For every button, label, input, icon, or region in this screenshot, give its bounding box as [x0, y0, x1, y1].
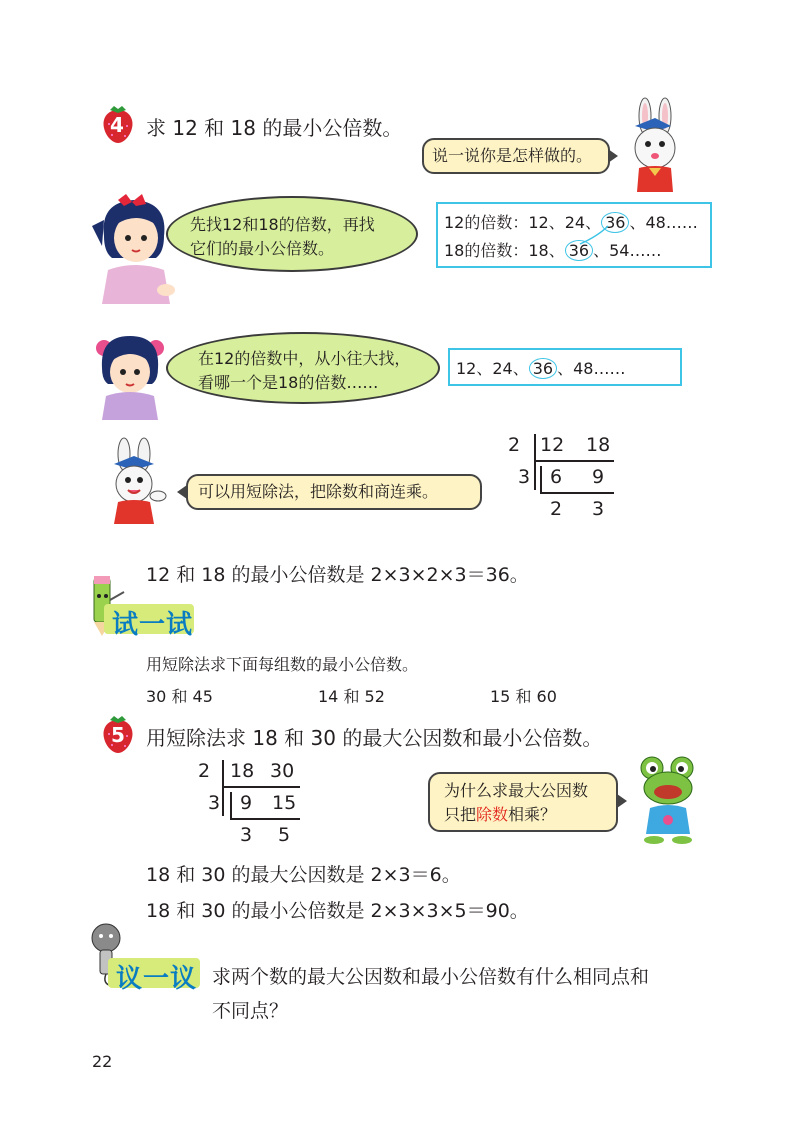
try-it-banner: 试一试	[112, 610, 194, 640]
division-value: 15	[272, 792, 297, 814]
connector-curve	[568, 224, 628, 246]
division-bracket-vertical	[534, 434, 536, 490]
example4-title: 求 12 和 18 的最小公倍数。	[146, 116, 403, 140]
bubble-tail	[608, 149, 618, 163]
frog-speech-line2	[444, 802, 556, 828]
division-bracket-horizontal	[230, 818, 300, 820]
girl1-speech-line1: 先找12和18的倍数，再找	[190, 215, 375, 234]
girl2-speech-line2: 看哪一个是18的倍数……	[198, 373, 379, 392]
division-bracket-vertical	[230, 792, 232, 818]
list-box	[448, 348, 682, 386]
rabbit-speech-text: 说一说你是怎样做的。	[432, 146, 593, 165]
division-quotient: 2	[550, 498, 563, 520]
division-quotient: 5	[278, 824, 291, 846]
frog-speech-bubble	[428, 772, 618, 832]
example5-result-gcd: 18 和 30 的最大公因数是 2×3＝6。	[146, 864, 461, 886]
division-bracket-vertical	[222, 760, 224, 816]
multiples-box	[436, 202, 712, 268]
multiples-of-12-prefix: 12的倍数：12、24、	[444, 213, 602, 232]
division-value: 18	[586, 434, 611, 456]
list-suffix: 、48……	[557, 359, 626, 378]
multiples-of-18-suffix: 、54……	[593, 241, 662, 260]
division-value: 6	[550, 466, 563, 488]
discuss-question-line2: 不同点？	[212, 1000, 289, 1022]
bubble-tail	[617, 794, 627, 808]
try-it-instruction: 用短除法求下面每组数的最小公倍数。	[146, 655, 419, 674]
example5-result-lcm: 18 和 30 的最小公倍数是 2×3×3×5＝90。	[146, 900, 529, 922]
rabbit2-speech-bubble	[186, 474, 482, 510]
multiples-of-18-line	[444, 238, 661, 261]
short-division-12-18	[500, 432, 620, 524]
division-divisor-1: 2	[198, 760, 211, 782]
division-bracket-horizontal	[222, 786, 300, 788]
list-prefix: 12、24、	[456, 359, 529, 378]
girl1-speech-line2: 它们的最小公倍数。	[190, 239, 335, 258]
rabbit-teacher-illustration	[615, 96, 695, 194]
frog-mascot-illustration	[636, 754, 702, 846]
try-it-item-2: 14 和 52	[318, 687, 385, 706]
example4-strawberry-icon	[100, 104, 136, 144]
page-number: 22	[92, 1052, 113, 1071]
division-bracket-horizontal	[540, 492, 614, 494]
rabbit2-speech-text: 可以用短除法，把除数和商连乘。	[198, 482, 439, 501]
discuss-banner: 议一议	[116, 964, 198, 994]
example4-result: 12 和 18 的最小公倍数是 2×3×2×3＝36。	[146, 564, 529, 586]
multiples-of-18-prefix: 18的倍数：18、	[444, 241, 565, 260]
frog-speech-line1: 为什么求最大公因数	[444, 781, 589, 800]
bubble-tail	[177, 485, 187, 499]
division-quotient: 3	[240, 824, 253, 846]
example5-title: 用短除法求 18 和 30 的最大公因数和最小公倍数。	[146, 726, 603, 750]
girl1-speech-bubble	[166, 196, 418, 272]
division-divisor-1: 2	[508, 434, 521, 456]
girl2-speech-bubble	[166, 332, 440, 404]
division-quotient: 3	[592, 498, 605, 520]
multiples-of-12-suffix: 、48……	[629, 213, 698, 232]
girl2-speech-line1: 在12的倍数中，从小往大找，	[198, 349, 411, 368]
girl2-student-illustration	[92, 328, 168, 420]
list-circled: 36	[529, 358, 557, 379]
division-divisor-2: 3	[208, 792, 221, 814]
division-value: 18	[230, 760, 255, 782]
try-it-item-3: 15 和 60	[490, 687, 557, 706]
division-bracket-horizontal	[534, 460, 614, 462]
frog-speech-line2-prefix: 只把	[444, 805, 477, 824]
division-value: 12	[540, 434, 565, 456]
rabbit-speech-bubble	[422, 138, 610, 174]
division-value: 9	[240, 792, 253, 814]
list-line	[456, 356, 625, 379]
rabbit2-illustration	[98, 436, 172, 526]
short-division-18-30	[190, 758, 310, 848]
division-value: 9	[592, 466, 605, 488]
frog-speech-highlight: 除数	[476, 805, 509, 824]
multiples-of-18-circled: 36	[565, 240, 593, 261]
multiples-of-12-circled: 36	[601, 212, 629, 233]
division-value: 30	[270, 760, 295, 782]
example5-number: 5	[111, 723, 125, 747]
girl-student-illustration	[90, 192, 180, 304]
division-divisor-2: 3	[518, 466, 531, 488]
discuss-question-line1: 求两个数的最大公因数和最小公倍数有什么相同点和	[212, 966, 650, 988]
example4-number: 4	[110, 113, 124, 137]
frog-speech-line2-suffix: 相乘？	[508, 805, 557, 824]
try-it-item-1: 30 和 45	[146, 687, 213, 706]
example5-strawberry-icon	[100, 714, 136, 754]
division-bracket-vertical	[540, 466, 542, 492]
